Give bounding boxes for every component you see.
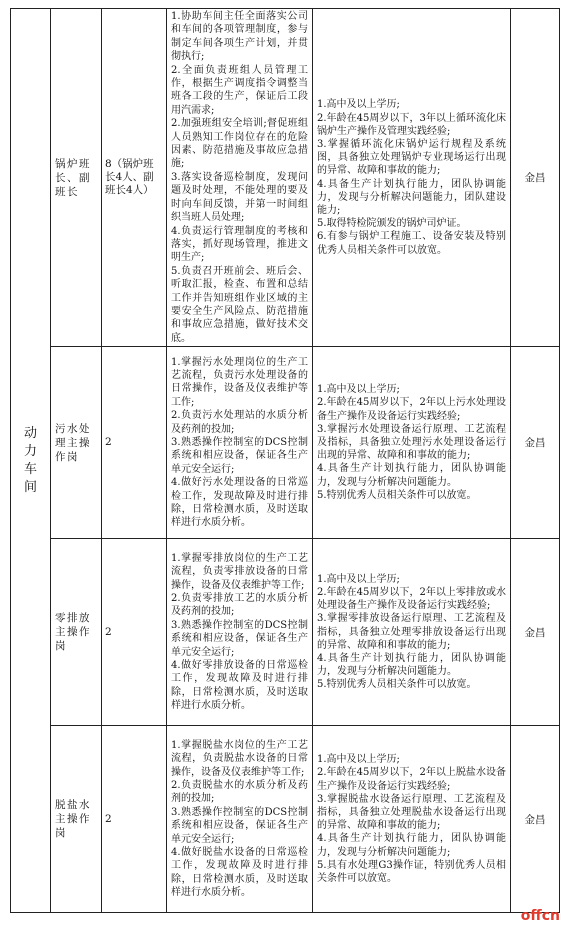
watermark-logo: offcn <box>520 908 560 924</box>
duty-item: 2.负责脱盐水的水质分析及药剂的投加; <box>171 779 308 805</box>
requirement-item: 2.年龄在45周岁以下，2年以上污水处理设备生产操作及设备运行实践经验; <box>317 397 506 422</box>
duty-item: 4.做好污水处理设备的日常巡检工作，发现故障及时进行排除，日常检测水质，及时送取样进行水质分析。 <box>171 477 308 529</box>
table-row <box>11 347 560 539</box>
duty-item: 1.掌握污水处理岗位的生产工艺流程，负责污水处理设备的日常操作，设备及仪表维护等工作; <box>171 356 308 408</box>
duty-item: 2.全面负责班组人员管理工作，根据生产调度指令调整当班各工段的生产，保证后工段用汽需求; <box>171 64 308 116</box>
duty-item: 4.做好零排放设备的日常巡检工作，发现故障及时进行排除，日常检测水质，及时送取样进行水质分析。 <box>171 659 308 712</box>
requirement-item: 5.特别优秀人员相关条件可以放宽。 <box>317 679 477 691</box>
location: 金昌 <box>511 347 560 539</box>
location: 金昌 <box>511 9 560 347</box>
headcount: 8（锅炉班长4人、副班长4人） <box>102 9 167 347</box>
headcount: 2 <box>102 726 167 913</box>
duty-item: 2.负责污水处理站的水质分析及药剂的投加; <box>171 410 308 435</box>
table-row <box>11 9 560 347</box>
duty-item: 3.熟悉操作控制室的DCS控制系统和相应设备，保证各生产单元安全运行; <box>171 619 308 658</box>
requirement-item: 5.特别优秀人员相关条件可以放宽。 <box>317 489 477 501</box>
requirement-item: 1.高中及以上学历; <box>317 384 400 396</box>
duty-item: 1.掌握零排放岗位的生产工艺流程，负责零排放设备的日常操作，设备及仪表维护等工作; <box>171 552 308 591</box>
requirement-item: 3.掌握污水处理设备运行原理、工艺流程及指标，具备独立处理污水处理设备运行出现的异常、故障和和事故的能力; <box>317 423 506 462</box>
post-name: 污水处理主操作岗 <box>51 347 102 539</box>
department-name: 动力车间 <box>23 425 37 495</box>
requirement-item: 1.高中及以上学历; <box>317 99 400 111</box>
duty-item: 1.协助车间主任全面落实公司和车间的各项管理制度，参与制定车间各项生产计划，并贯彻执行; <box>171 11 308 63</box>
table-row <box>11 539 560 726</box>
duties-cell <box>167 347 313 539</box>
duty-item: 2.负责零排放工艺的水质分析及药剂的投加; <box>171 592 308 618</box>
post-name: 锅炉班长、副班长 <box>51 9 102 347</box>
post-name: 脱盐水主操作岗 <box>51 726 102 913</box>
duty-item: 5.负责召开班前会、班后会、听取汇报，检查、布置和总结工作并告知班组作业区域的主要安全生产风险点、防范措施和事故应急措施，做好技术交底。 <box>171 265 308 344</box>
post-name: 零排放主操作岗 <box>51 539 102 726</box>
requirement-item: 3.掌握循环流化床锅炉运行规程及系统图，具备独立处理锅炉专业现场运行出现的异常、故障和事故的能力; <box>317 138 506 177</box>
headcount: 2 <box>102 347 167 539</box>
duties-cell <box>167 9 313 347</box>
requirement-item: 4.具备生产计划执行能力，团队协调能力，发现与分析解决问题能力; <box>317 833 506 858</box>
requirement-item: 1.高中及以上学历; <box>317 573 400 585</box>
duty-item: 3.熟悉操作控制室的DCS控制系统和相应设备，保证各生产单元安全运行; <box>171 806 308 845</box>
requirements-cell <box>313 347 511 539</box>
duty-item: 3.熟悉操作控制室的DCS控制系统和相应设备，保证各生产单元安全运行; <box>171 436 308 475</box>
duty-item: 2.加强班组安全培训;督促班组人员熟知工作岗位存在的危险因素、防范措施及事故应急措施; <box>171 118 308 170</box>
duty-item: 4.负责运行管理制度的考核和落实，抓好现场管理，推进文明生产; <box>171 225 308 264</box>
requirement-item: 1.高中及以上学历; <box>317 754 400 766</box>
duties-cell <box>167 726 313 913</box>
duty-item: 4.做好脱盐水设备的日常巡检工作，发现故障及时进行排除，日常检测水质，及时送取样进行水质分析。 <box>171 846 308 899</box>
department-cell <box>11 9 51 913</box>
requirement-item: 4.具备生产计划执行能力，团队协调能力，发现与分析解决问题能力。 <box>317 463 506 488</box>
recruitment-table <box>10 8 560 913</box>
requirement-item: 5.取得特检院颁发的锅炉司炉证。 <box>317 218 467 230</box>
headcount: 2 <box>102 539 167 726</box>
requirement-item: 4.具备生产计划执行能力，团队协调能力，发现与分析解决问题能力。 <box>317 652 506 678</box>
table-row <box>11 726 560 913</box>
requirement-item: 2.年龄在45周岁以下，2年以上零排放或水处理设备生产操作及设备运行实践经验; <box>317 586 506 612</box>
duty-item: 3.落实设备巡检制度，发现问题及时处理，不能处理的要及时向车间反馈，并第一时间组织当班人员处理; <box>171 171 308 224</box>
duty-item: 1.掌握脱盐水岗位的生产工艺流程，负责脱盐水设备的日常操作，设备及仪表维护等工作; <box>171 739 308 778</box>
requirement-item: 4.具备生产计划执行能力，团队协调能力，发现与分析解决问题能力，团队建设能力; <box>317 178 506 216</box>
requirement-item: 6.有参与锅炉工程施工、设备安装及特别优秀人员相关条件可以放宽。 <box>317 231 506 256</box>
requirement-item: 5.具有水处理G3操作证，特别优秀人员相关条件可以放宽。 <box>317 859 506 884</box>
requirements-cell <box>313 9 511 347</box>
requirement-item: 3.掌握零排放设备运行原理、工艺流程及指标，具备独立处理零排放设备运行出现的异常、故障和和事故的能力; <box>317 613 506 651</box>
duties-cell <box>167 539 313 726</box>
requirements-cell <box>313 539 511 726</box>
requirement-item: 2.年龄在45周岁以下，3年以上循环流化床锅炉生产操作及管理实践经验; <box>317 112 506 137</box>
requirements-cell <box>313 726 511 913</box>
location: 金昌 <box>511 539 560 726</box>
requirement-item: 2.年龄在45周岁以下，2年以上脱盐水设备生产操作及设备运行实践经验; <box>317 767 506 792</box>
location: 金昌 <box>511 726 560 913</box>
requirement-item: 3.掌握脱盐水设备运行原理、工艺流程及指标，具备独立处理脱盐水设备运行出现的异常、故障和事故的能力; <box>317 793 506 832</box>
